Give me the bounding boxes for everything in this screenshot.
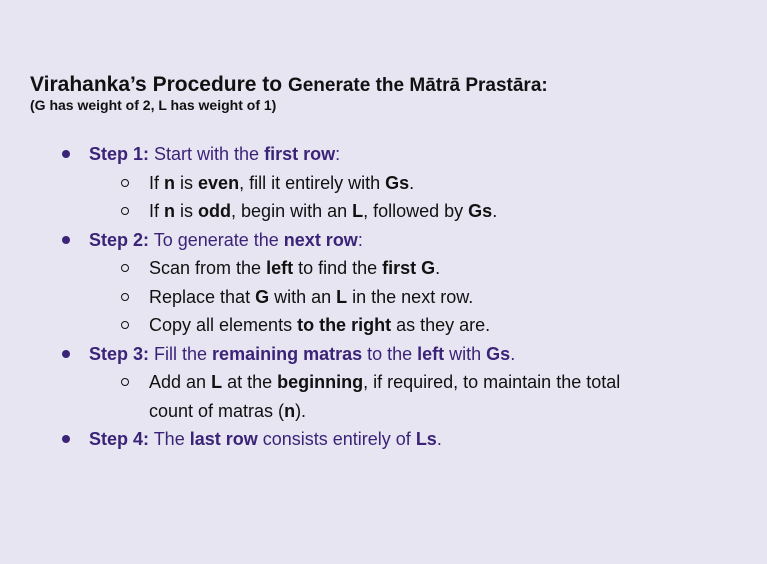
- circle-bullet-icon: [121, 207, 129, 215]
- subitem-text-bold: first G: [382, 258, 436, 278]
- step-text-bold: first row: [264, 144, 336, 164]
- step-text: .: [436, 429, 442, 449]
- subitem-text-bold: to the right: [297, 315, 392, 335]
- step-2-subitem-3: [0, 311, 767, 340]
- bullet-icon: [62, 350, 70, 358]
- subitem-text-bold: beginning: [277, 372, 364, 392]
- step-text: :: [335, 144, 341, 164]
- subitem-text: Replace that: [149, 286, 256, 307]
- subitem-text: , followed by: [363, 201, 469, 221]
- step-text: with: [444, 343, 487, 364]
- step-text-bold: Gs: [486, 343, 511, 364]
- step-1: [0, 140, 767, 169]
- subitem-text-bold: Gs: [385, 172, 410, 193]
- step-2-subitem-2: [0, 283, 767, 312]
- subitem-text-bold: n: [164, 201, 176, 221]
- step-text-bold: next row: [283, 229, 358, 250]
- step-text: to the: [362, 343, 418, 364]
- subitem-text: ).: [295, 400, 307, 421]
- step-text: The: [149, 429, 190, 449]
- subitem-text-bold: Gs: [468, 201, 493, 221]
- step-text: .: [510, 343, 516, 364]
- subitem-text: at the: [222, 372, 278, 392]
- subitem-text-bold: odd: [198, 201, 232, 221]
- step-2: [0, 226, 767, 255]
- subitem-text-bold: even: [198, 172, 240, 193]
- step-1-subitem-1: [0, 169, 767, 198]
- circle-bullet-icon: [121, 179, 129, 187]
- subitem-text: count of matras (: [149, 400, 285, 421]
- subitem-text: Add an: [149, 372, 212, 392]
- subitem-text: in the next row.: [347, 286, 474, 307]
- subitem-text: with an: [269, 286, 337, 307]
- step-label: Step 1:: [89, 144, 150, 164]
- step-text: :: [357, 229, 363, 250]
- subitem-text: If: [149, 201, 165, 221]
- step-text: Start with the: [149, 144, 265, 164]
- subitem-text-bold: n: [284, 400, 296, 421]
- circle-bullet-icon: [121, 321, 129, 329]
- subitem-text: .: [409, 172, 415, 193]
- step-text: To generate the: [149, 229, 284, 250]
- subitem-text: , if required, to maintain the total: [363, 372, 621, 392]
- step-1-subitem-2: [0, 197, 767, 226]
- step-3-subitem-1-continued: [0, 397, 767, 426]
- step-3-subitem-1: [0, 368, 767, 397]
- step-text-bold: Ls: [415, 429, 437, 449]
- step-text: consists entirely of: [257, 429, 416, 449]
- step-text-bold: last row: [189, 429, 258, 449]
- step-label: Step 3:: [89, 343, 150, 364]
- subitem-text-bold: left: [266, 258, 294, 278]
- subitem-text-bold: L: [211, 372, 223, 392]
- subitem-text: as they are.: [391, 315, 491, 335]
- subitem-text-bold: L: [352, 201, 364, 221]
- subitem-text-bold: n: [164, 172, 176, 193]
- subitem-text: to find the: [293, 258, 383, 278]
- step-text-bold: left: [417, 343, 445, 364]
- step-3: [0, 340, 767, 369]
- circle-bullet-icon: [121, 264, 129, 272]
- step-label: Step 2:: [89, 229, 150, 250]
- subitem-text-bold: L: [336, 286, 348, 307]
- circle-bullet-icon: [121, 378, 129, 386]
- bullet-icon: [62, 150, 70, 158]
- circle-bullet-icon: [121, 293, 129, 301]
- title-part-1: Virahanka’s Procedure to: [30, 73, 288, 96]
- step-4: [0, 425, 767, 454]
- step-text-bold: remaining matras: [212, 343, 363, 364]
- subitem-text: .: [435, 258, 441, 278]
- subitem-text: , fill it entirely with: [239, 172, 386, 193]
- subitem-text: .: [492, 201, 498, 221]
- step-label: Step 4:: [89, 429, 150, 449]
- bullet-icon: [62, 435, 70, 443]
- step-text: Fill the: [149, 343, 213, 364]
- subitem-text-bold: G: [255, 286, 270, 307]
- subitem-text: , begin with an: [231, 201, 353, 221]
- subitem-text: If: [149, 172, 165, 193]
- subitem-text: is: [175, 201, 199, 221]
- step-2-subitem-1: [0, 254, 767, 283]
- bullet-icon: [62, 236, 70, 244]
- subitem-text: Scan from the: [149, 258, 267, 278]
- title-part-2: Generate the Mātrā Prastāra:: [287, 75, 548, 96]
- subitem-text: Copy all elements: [149, 315, 298, 335]
- subitem-text: is: [175, 172, 199, 193]
- subtitle: (G has weight of 2, L has weight of 1): [30, 97, 277, 113]
- page-title: [30, 62, 548, 99]
- steps-list: [0, 140, 767, 454]
